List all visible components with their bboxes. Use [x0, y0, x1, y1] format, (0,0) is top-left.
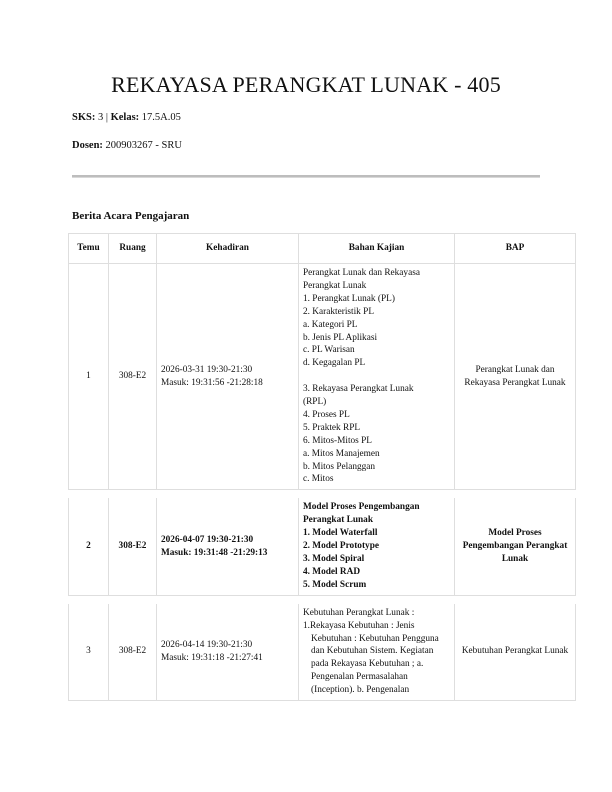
- materi-line: Perangkat Lunak: [303, 280, 367, 291]
- materi-line: Perangkat Lunak: [303, 515, 373, 526]
- cell-bahan-kajian: [298, 498, 454, 595]
- dosen-label: Dosen:: [72, 140, 103, 151]
- header-kehadiran: Kehadiran: [156, 233, 298, 264]
- materi-line: 5. Model Scrum: [303, 579, 367, 590]
- kehadiran-schedule: 2026-03-31 19:30-21:30: [161, 364, 253, 375]
- kehadiran-schedule: 2026-04-07 19:30-21:30: [161, 534, 254, 545]
- materi-line: Kebutuhan Perangkat Lunak :: [303, 607, 415, 618]
- cell-ruang: 308-E2: [108, 604, 156, 701]
- lecturer-meta: [72, 140, 182, 151]
- kehadiran-schedule: 2026-04-14 19:30-21:30: [161, 640, 253, 650]
- materi-line: 1. Model Waterfall: [303, 528, 378, 539]
- meta-separator: |: [105, 112, 108, 123]
- section-title: Berita Acara Pengajaran: [72, 210, 190, 222]
- teaching-record-table: [68, 233, 576, 701]
- cell-bap: Kebutuhan Perangkat Lunak: [454, 604, 576, 701]
- table-row: [68, 604, 576, 701]
- materi-line: Model Proses Pengembangan: [303, 502, 420, 513]
- cell-kehadiran: [156, 498, 298, 595]
- materi-line: d. Kegagalan PL: [303, 358, 366, 369]
- row-spacer: [68, 490, 576, 498]
- kelas-value: 17.5A.05: [141, 112, 181, 123]
- cell-kehadiran: [156, 264, 298, 490]
- materi-line: a. Kategori PL: [303, 319, 358, 330]
- cell-ruang: 308-E2: [108, 498, 156, 595]
- materi-line: (RPL): [303, 397, 327, 408]
- row-spacer: [68, 596, 576, 604]
- cell-bahan-kajian: [298, 264, 454, 490]
- cell-temu: 2: [68, 498, 108, 595]
- header-ruang: Ruang: [108, 233, 156, 264]
- header-temu: Temu: [68, 233, 108, 264]
- materi-line: 3. Rekayasa Perangkat Lunak: [303, 384, 414, 395]
- materi-line: c. PL Warisan: [303, 345, 355, 356]
- header-bahan-kajian: Bahan Kajian: [298, 233, 454, 264]
- materi-line: 4. Proses PL: [303, 409, 350, 420]
- cell-bap: Model Proses Pengembangan Perangkat Lunak: [454, 498, 576, 595]
- materi-line: 2. Model Prototype: [303, 541, 379, 552]
- cell-bahan-kajian: [298, 604, 454, 701]
- sks-label: SKS:: [72, 112, 96, 123]
- table-row: [68, 264, 576, 490]
- dosen-value: 200903267 - SRU: [105, 140, 182, 151]
- course-title: REKAYASA PERANGKAT LUNAK - 405: [111, 72, 501, 97]
- materi-clip: [303, 607, 448, 697]
- materi-blank-line: [303, 370, 448, 383]
- materi-line: b. Jenis PL Aplikasi: [303, 332, 378, 343]
- header-bap: BAP: [454, 233, 576, 264]
- kehadiran-check-in: Masuk: 19:31:56 -21:28:18: [161, 377, 263, 388]
- materi-line: 4. Model RAD: [303, 566, 361, 577]
- materi-line: 1. Perangkat Lunak (PL): [303, 293, 395, 304]
- table-header-row: [68, 233, 576, 264]
- kehadiran-check-in: Masuk: 19:31:18 -21:27:41: [161, 652, 263, 663]
- materi-line: 1.Rekayasa Kebutuhan : Jenis Kebutuhan : Kebutuhan Pengguna dan Kebutuhan Sistem. Kegiatan pada Rekayasa Kebutuhan ; a. Pengenalan Permasalahan (Inception). b. Pengenalan: [303, 620, 439, 696]
- materi-line: 5. Praktek RPL: [303, 422, 361, 433]
- cell-bap: Perangkat Lunak dan Rekayasa Perangkat Lunak: [454, 264, 576, 490]
- horizontal-divider: [72, 175, 540, 178]
- sks-value: 3: [97, 112, 104, 123]
- materi-line: c. Mitos: [303, 474, 334, 485]
- kelas-label: Kelas:: [110, 112, 140, 123]
- materi-line: 6. Mitos-Mitos PL: [303, 435, 372, 446]
- table-row: [68, 498, 576, 595]
- cell-temu: 3: [68, 604, 108, 701]
- materi-line: Perangkat Lunak dan Rekayasa: [303, 268, 420, 278]
- cell-kehadiran: [156, 604, 298, 701]
- cell-temu: 1: [68, 264, 108, 490]
- kehadiran-check-in: Masuk: 19:31:48 -21:29:13: [161, 547, 268, 558]
- materi-line: 2. Karakteristik PL: [303, 306, 375, 317]
- cell-ruang: 308-E2: [108, 264, 156, 490]
- materi-line: 3. Model Spiral: [303, 554, 365, 565]
- materi-line: b. Mitos Pelanggan: [303, 461, 376, 472]
- course-meta: [72, 112, 181, 123]
- materi-line: a. Mitos Manajemen: [303, 448, 380, 459]
